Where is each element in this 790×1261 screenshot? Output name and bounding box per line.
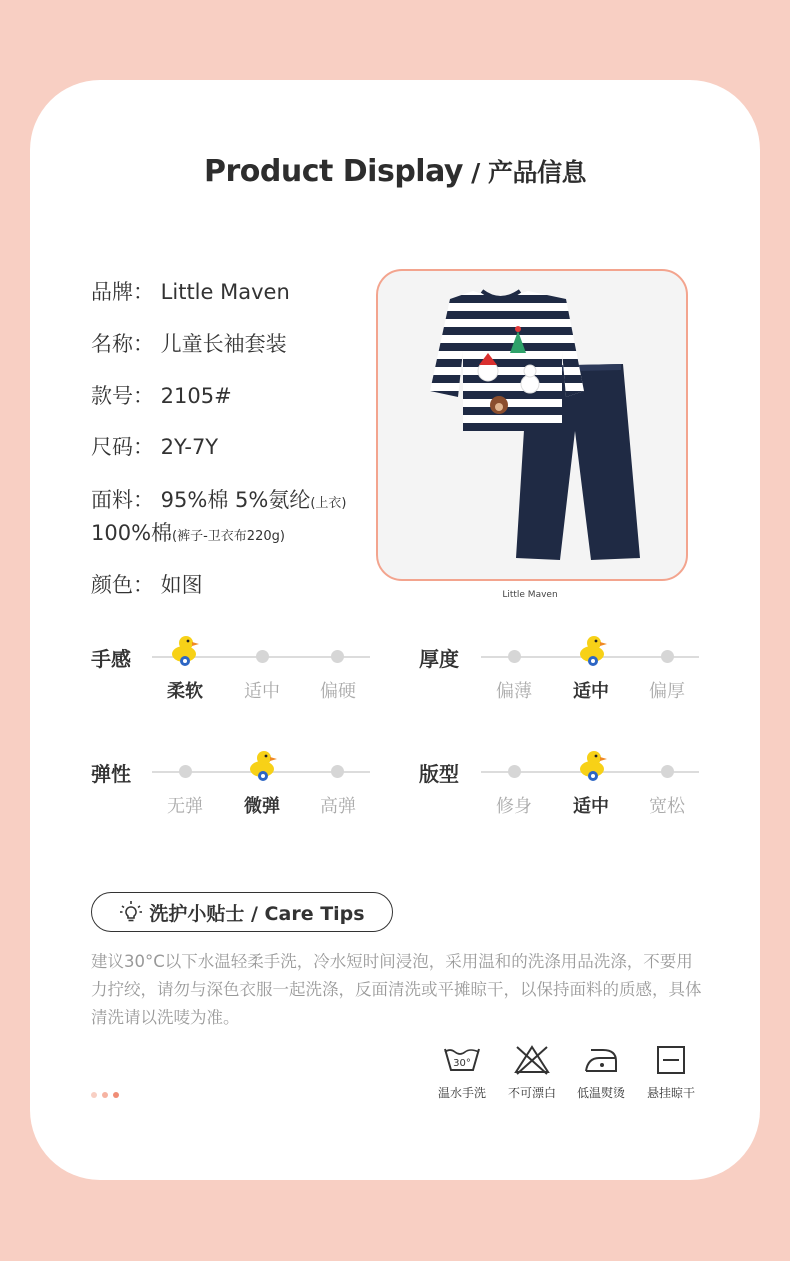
hang-dry-icon <box>636 1044 706 1101</box>
duck-marker-icon <box>576 747 610 783</box>
option-thin: 偏薄 <box>496 681 532 702</box>
wash-label: 悬挂晾干 <box>646 1086 695 1100</box>
track-dot <box>508 650 521 663</box>
page-title <box>0 153 790 189</box>
track-dot <box>256 650 269 663</box>
track-dot <box>179 765 192 778</box>
duck-marker-icon <box>576 632 610 668</box>
wash-label: 温水手洗 <box>437 1086 486 1100</box>
care-instructions: 建议30°C以下水温轻柔手洗，冷水短时间浸泡，采用温和的洗涤用品洗涤，不要用力拧绞，请勿与深色衣服一起洗涤，反面清洗或平摊晾干，以保持面料的质感，具体清洗请以洗唛为准。 <box>91 952 702 1027</box>
wash-temp-text: 30° <box>453 1058 471 1069</box>
track-dot <box>331 650 344 663</box>
info-color: 颜色： 如图 <box>91 573 203 597</box>
wash-label: 低温熨烫 <box>576 1086 625 1100</box>
page-indicator <box>91 1092 119 1098</box>
lightbulb-icon <box>119 900 143 924</box>
track-dot <box>661 765 674 778</box>
no-bleach-icon <box>497 1044 567 1101</box>
page-dot <box>102 1092 108 1098</box>
info-fabric <box>91 484 347 514</box>
option-regular: 适中 <box>573 796 609 817</box>
fabric-line2: 100%棉 <box>91 521 173 545</box>
duck-marker-icon <box>246 747 280 783</box>
attr-label: 手感 <box>91 647 131 671</box>
fabric-line1-note: (上衣) <box>310 496 347 511</box>
care-tips-title: 洗护小贴士 / Care Tips <box>149 902 365 925</box>
product-photo <box>376 269 688 581</box>
option-no-stretch: 无弹 <box>167 796 203 817</box>
page-dot <box>91 1092 97 1098</box>
option-slight-stretch: 微弹 <box>244 796 280 817</box>
option-hard: 偏硬 <box>320 681 356 702</box>
option-thick: 偏厚 <box>649 681 685 702</box>
attr-label: 弹性 <box>91 762 131 786</box>
option-high-stretch: 高弹 <box>320 796 356 817</box>
care-tips-badge <box>91 892 393 932</box>
info-size: 尺码： 2Y-7Y <box>91 435 219 459</box>
low-iron-icon <box>566 1044 636 1101</box>
duck-marker-icon <box>168 632 202 668</box>
info-brand: 品牌： Little Maven <box>91 280 290 304</box>
title-main: Product Display <box>203 154 463 189</box>
option-soft: 柔软 <box>167 681 203 702</box>
attr-label: 厚度 <box>419 647 459 671</box>
track-dot <box>508 765 521 778</box>
track-dot <box>331 765 344 778</box>
fabric-line2-note: (裤子-卫衣布220g) <box>172 529 285 544</box>
fabric-line1: 面料： 95%棉 5%氨纶 <box>91 488 311 512</box>
hand-wash-30-icon <box>427 1044 497 1101</box>
wash-label: 不可漂白 <box>507 1086 556 1100</box>
attr-label: 版型 <box>419 762 459 786</box>
info-name: 名称： 儿童长袖套装 <box>91 332 287 356</box>
photo-caption: Little Maven <box>502 590 558 600</box>
option-slim: 修身 <box>496 796 532 817</box>
pajama-set-image <box>378 271 686 579</box>
option-loose: 宽松 <box>649 796 685 817</box>
option-medium: 适中 <box>573 681 609 702</box>
page-dot <box>113 1092 119 1098</box>
title-sub: / 产品信息 <box>462 158 587 187</box>
track-dot <box>661 650 674 663</box>
info-model: 款号： 2105# <box>91 384 232 408</box>
info-fabric-2 <box>91 517 285 547</box>
option-medium: 适中 <box>244 681 280 702</box>
